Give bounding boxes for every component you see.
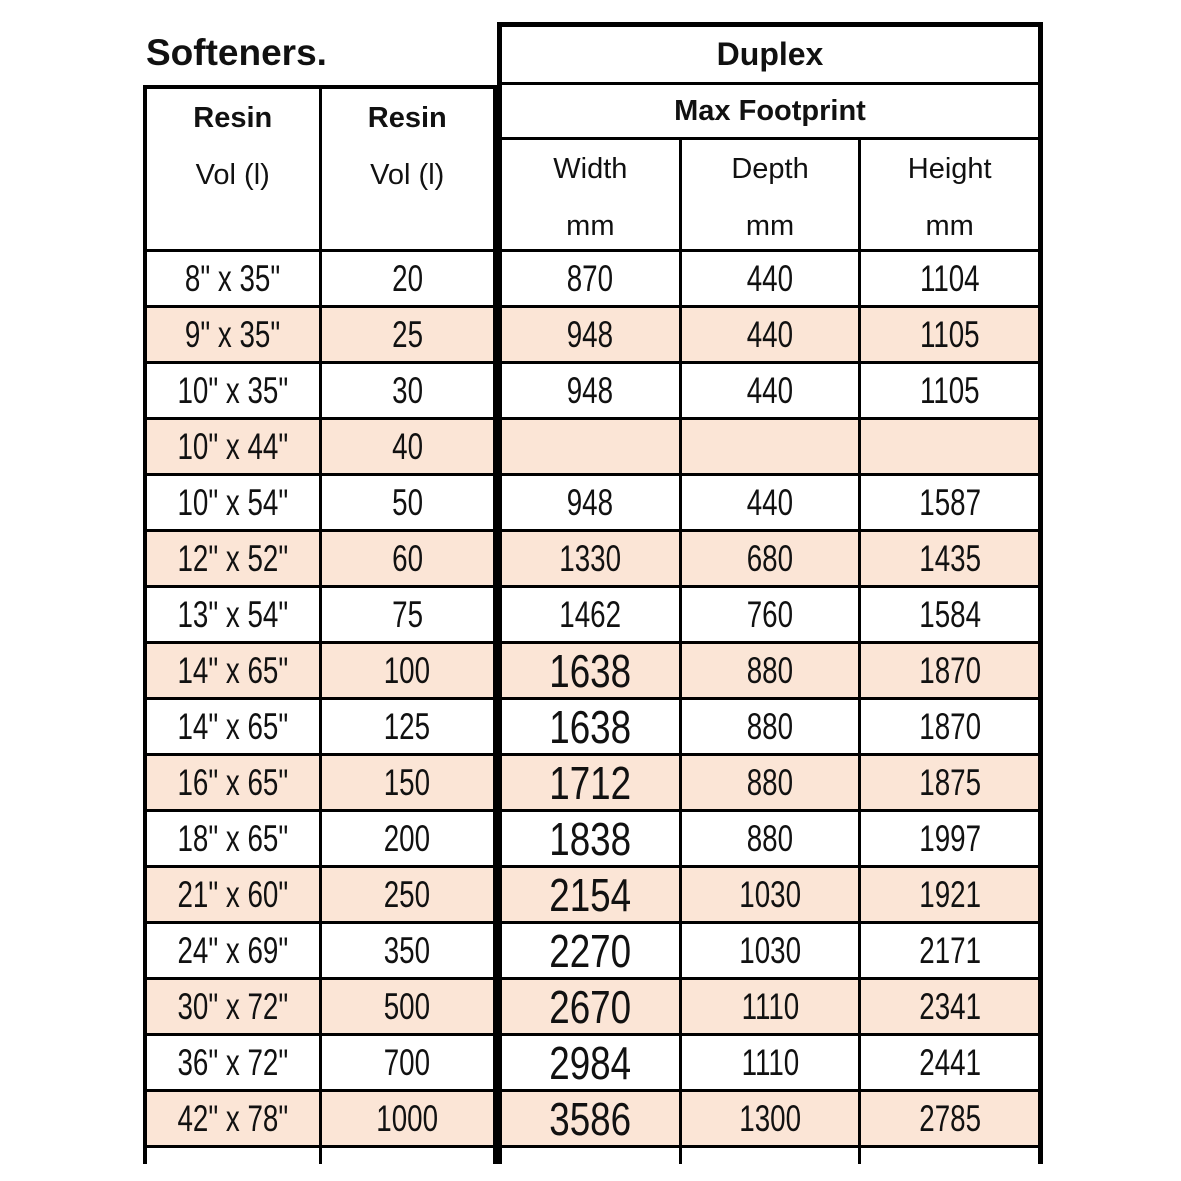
height-cell — [861, 588, 1038, 641]
empty-cell — [322, 1148, 494, 1164]
width-cell — [502, 700, 682, 753]
size-cell — [147, 532, 322, 585]
resin-col2-label: Resin — [367, 102, 447, 134]
vol-cell — [322, 644, 494, 697]
height-cell — [861, 924, 1038, 977]
vol-cell — [322, 812, 494, 865]
vol-cell-value: 350 — [384, 929, 431, 971]
width-cell-value: 2670 — [549, 980, 632, 1033]
depth-cell — [682, 756, 862, 809]
size-cell-value: 9" x 35" — [185, 313, 281, 355]
height-cell-value: 1921 — [918, 873, 981, 915]
duplex-table-body — [502, 252, 1038, 1164]
width-cell — [502, 588, 682, 641]
depth-cell-value: 880 — [746, 705, 794, 747]
depth-label: Depth — [731, 153, 809, 185]
table-row — [502, 420, 1038, 476]
width-cell — [502, 1092, 682, 1145]
width-cell-value: 1638 — [549, 700, 632, 753]
table-row — [502, 532, 1038, 588]
size-cell-value: 24" x 69" — [177, 929, 289, 971]
table-row — [147, 644, 493, 700]
vol-cell — [322, 924, 494, 977]
depth-cell — [682, 364, 862, 417]
table-row — [147, 868, 493, 924]
depth-cell — [682, 1036, 862, 1089]
width-cell-value: 870 — [567, 257, 614, 299]
width-cell-value: 948 — [567, 369, 614, 411]
width-cell — [502, 924, 682, 977]
width-cell — [502, 308, 682, 361]
width-cell-value: 1462 — [559, 593, 622, 635]
size-cell — [147, 868, 322, 921]
depth-cell — [682, 1092, 862, 1145]
table-row — [147, 364, 493, 420]
height-cell-value: 1584 — [918, 593, 981, 635]
vol-cell-value: 100 — [384, 649, 431, 691]
max-footprint-header — [502, 85, 1038, 140]
depth-cell — [682, 868, 862, 921]
table-row — [502, 700, 1038, 756]
table-row — [502, 924, 1038, 980]
height-cell — [861, 868, 1038, 921]
size-cell — [147, 476, 322, 529]
depth-cell — [682, 476, 862, 529]
depth-cell-value: 1300 — [739, 1097, 801, 1139]
width-cell — [502, 252, 682, 305]
depth-cell-value: 1030 — [739, 929, 801, 971]
size-cell — [147, 252, 322, 305]
table-row — [147, 980, 493, 1036]
width-label: Width — [553, 153, 628, 185]
table-row — [502, 364, 1038, 420]
width-cell — [502, 812, 682, 865]
width-cell — [502, 476, 682, 529]
depth-cell — [682, 252, 862, 305]
height-cell-value: 1875 — [918, 761, 981, 803]
vol-cell — [322, 308, 494, 361]
depth-unit: mm — [745, 210, 795, 242]
size-cell — [147, 756, 322, 809]
height-cell — [861, 1036, 1038, 1089]
size-cell — [147, 700, 322, 753]
vol-cell-value: 60 — [391, 537, 423, 579]
max-footprint-label: Max Footprint — [674, 94, 866, 127]
depth-cell-value: 440 — [746, 481, 794, 523]
depth-cell — [682, 644, 862, 697]
depth-cell — [682, 980, 862, 1033]
table-row — [147, 532, 493, 588]
vol-cell — [322, 1036, 494, 1089]
table-row — [147, 1036, 493, 1092]
table-row — [502, 812, 1038, 868]
size-cell-value: 36" x 72" — [177, 1041, 289, 1083]
resin-table — [143, 85, 497, 1164]
depth-cell-value: 880 — [746, 761, 794, 803]
table-row — [147, 420, 493, 476]
depth-cell-value: 880 — [746, 817, 794, 859]
table-row — [502, 868, 1038, 924]
vol-cell-value: 1000 — [376, 1097, 439, 1139]
page-title: Softeners. — [146, 32, 327, 73]
vol-cell — [322, 588, 494, 641]
resin-table-header — [147, 89, 493, 252]
width-cell-value: 948 — [567, 313, 614, 355]
height-unit: mm — [925, 210, 974, 242]
height-cell-value: 2785 — [918, 1097, 981, 1139]
vol-cell-value: 700 — [384, 1041, 431, 1083]
vol-cell-value: 50 — [391, 481, 423, 523]
vol-cell — [322, 476, 494, 529]
size-cell — [147, 644, 322, 697]
size-cell-value: 16" x 65" — [177, 761, 289, 803]
width-unit: mm — [566, 210, 615, 242]
height-cell — [861, 700, 1038, 753]
depth-cell — [682, 420, 862, 473]
size-cell — [147, 1092, 322, 1145]
vol-cell — [322, 1092, 494, 1145]
duplex-header — [502, 27, 1038, 85]
height-cell — [861, 476, 1038, 529]
resin-table-body — [147, 252, 493, 1164]
depth-cell — [682, 700, 862, 753]
size-cell-value: 14" x 65" — [177, 649, 289, 691]
width-cell-value: 2270 — [549, 924, 632, 977]
height-label: Height — [907, 153, 992, 185]
depth-cell — [682, 532, 862, 585]
width-cell-value: 1330 — [559, 537, 622, 579]
height-cell — [861, 756, 1038, 809]
empty-cell — [147, 1148, 322, 1164]
vol-cell-value: 25 — [391, 313, 423, 355]
resin-col1-label: Resin — [193, 102, 273, 134]
width-cell-value: 1712 — [549, 756, 632, 809]
table-row — [502, 980, 1038, 1036]
height-cell-value: 2441 — [918, 1041, 981, 1083]
size-cell-value: 8" x 35" — [185, 257, 281, 299]
measure-col-header-height — [861, 140, 1038, 249]
width-cell-value: 2154 — [549, 868, 632, 921]
height-cell — [861, 980, 1038, 1033]
size-cell-value: 12" x 52" — [177, 537, 289, 579]
size-cell-value: 10" x 54" — [177, 481, 289, 523]
width-cell-value: 3586 — [549, 1092, 632, 1145]
height-cell-value: 1104 — [919, 257, 980, 299]
vol-cell — [322, 532, 494, 585]
width-cell — [502, 644, 682, 697]
height-cell-value: 1997 — [918, 817, 981, 859]
depth-cell — [682, 924, 862, 977]
height-cell-value: 2341 — [918, 985, 981, 1027]
resin-col2-unit: Vol (l) — [370, 159, 445, 191]
depth-cell-value: 760 — [746, 593, 794, 635]
resin-col2-header — [322, 89, 494, 249]
depth-cell-value: 440 — [746, 257, 794, 299]
vol-cell-value: 40 — [391, 425, 423, 467]
table-row — [147, 756, 493, 812]
width-cell-value: 2984 — [549, 1036, 632, 1089]
height-cell-value: 1435 — [918, 537, 981, 579]
height-cell-value: 1105 — [919, 369, 980, 411]
resin-col1-unit: Vol (l) — [195, 159, 270, 191]
size-cell-value: 10" x 35" — [177, 369, 289, 411]
depth-cell-value: 880 — [746, 649, 794, 691]
width-cell — [502, 532, 682, 585]
table-row — [147, 588, 493, 644]
table-row — [502, 644, 1038, 700]
depth-cell-value: 440 — [746, 313, 794, 355]
height-cell-value: 1870 — [918, 705, 981, 747]
width-cell-value: 948 — [567, 481, 614, 523]
height-cell — [861, 308, 1038, 361]
size-cell-value: 18" x 65" — [177, 817, 289, 859]
table-row — [147, 252, 493, 308]
depth-cell-value: 680 — [746, 537, 794, 579]
height-cell-value: 1587 — [918, 481, 981, 523]
vol-cell — [322, 756, 494, 809]
vol-cell — [322, 700, 494, 753]
height-cell-value: 1870 — [918, 649, 981, 691]
vol-cell — [322, 980, 494, 1033]
table-row — [502, 1036, 1038, 1092]
table-row-partial — [502, 1148, 1038, 1164]
vol-cell-value: 125 — [384, 705, 431, 747]
width-cell-value: 1638 — [549, 644, 632, 697]
height-cell — [861, 644, 1038, 697]
table-row — [147, 308, 493, 364]
size-cell-value: 21" x 60" — [177, 873, 289, 915]
empty-cell — [502, 1148, 682, 1164]
measure-col-header-width — [502, 140, 682, 249]
vol-cell-value: 75 — [391, 593, 423, 635]
size-cell — [147, 420, 322, 473]
width-cell — [502, 1036, 682, 1089]
table-row — [147, 476, 493, 532]
height-cell — [861, 812, 1038, 865]
vol-cell-value: 500 — [384, 985, 431, 1027]
width-cell — [502, 420, 682, 473]
depth-cell — [682, 812, 862, 865]
measure-columns-header — [502, 140, 1038, 252]
empty-cell — [682, 1148, 862, 1164]
vol-cell-value: 200 — [384, 817, 431, 859]
size-cell — [147, 588, 322, 641]
height-cell-value: 1105 — [919, 313, 980, 355]
table-row — [147, 924, 493, 980]
duplex-table — [497, 22, 1043, 1164]
vol-cell-value: 250 — [384, 873, 431, 915]
table-row — [502, 308, 1038, 364]
depth-cell-value: 440 — [746, 369, 794, 411]
width-cell — [502, 868, 682, 921]
measure-col-header-depth — [682, 140, 862, 249]
vol-cell — [322, 364, 494, 417]
empty-cell — [861, 1148, 1038, 1164]
depth-cell-value: 1110 — [741, 1041, 799, 1083]
depth-cell — [682, 588, 862, 641]
height-cell — [861, 252, 1038, 305]
size-cell-value: 30" x 72" — [177, 985, 289, 1027]
table-row — [502, 476, 1038, 532]
table-row — [502, 1092, 1038, 1148]
size-cell-value: 14" x 65" — [177, 705, 289, 747]
vol-cell — [322, 420, 494, 473]
size-cell-value: 10" x 44" — [177, 425, 289, 467]
width-cell — [502, 980, 682, 1033]
table-row — [147, 1092, 493, 1148]
size-cell-value: 42" x 78" — [177, 1097, 289, 1139]
depth-cell — [682, 308, 862, 361]
vol-cell — [322, 252, 494, 305]
height-cell-value: 2171 — [918, 929, 981, 971]
width-cell — [502, 756, 682, 809]
height-cell — [861, 532, 1038, 585]
size-cell — [147, 1036, 322, 1089]
vol-cell — [322, 868, 494, 921]
depth-cell-value: 1110 — [741, 985, 799, 1027]
width-cell — [502, 364, 682, 417]
table-row-partial — [147, 1148, 493, 1164]
table-row — [502, 756, 1038, 812]
vol-cell-value: 150 — [384, 761, 431, 803]
duplex-header-label: Duplex — [716, 36, 824, 72]
table-row — [502, 252, 1038, 308]
table-row — [147, 812, 493, 868]
height-cell — [861, 364, 1038, 417]
vol-cell-value: 20 — [391, 257, 423, 299]
vol-cell-value: 30 — [391, 369, 423, 411]
width-cell-value: 1838 — [549, 812, 632, 865]
height-cell — [861, 1092, 1038, 1145]
size-cell-value: 13" x 54" — [177, 593, 289, 635]
size-cell — [147, 308, 322, 361]
size-cell — [147, 980, 322, 1033]
size-cell — [147, 924, 322, 977]
table-row — [147, 700, 493, 756]
depth-cell-value: 1030 — [739, 873, 801, 915]
resin-col1-header — [147, 89, 322, 249]
height-cell — [861, 420, 1038, 473]
size-cell — [147, 364, 322, 417]
size-cell — [147, 812, 322, 865]
table-row — [502, 588, 1038, 644]
